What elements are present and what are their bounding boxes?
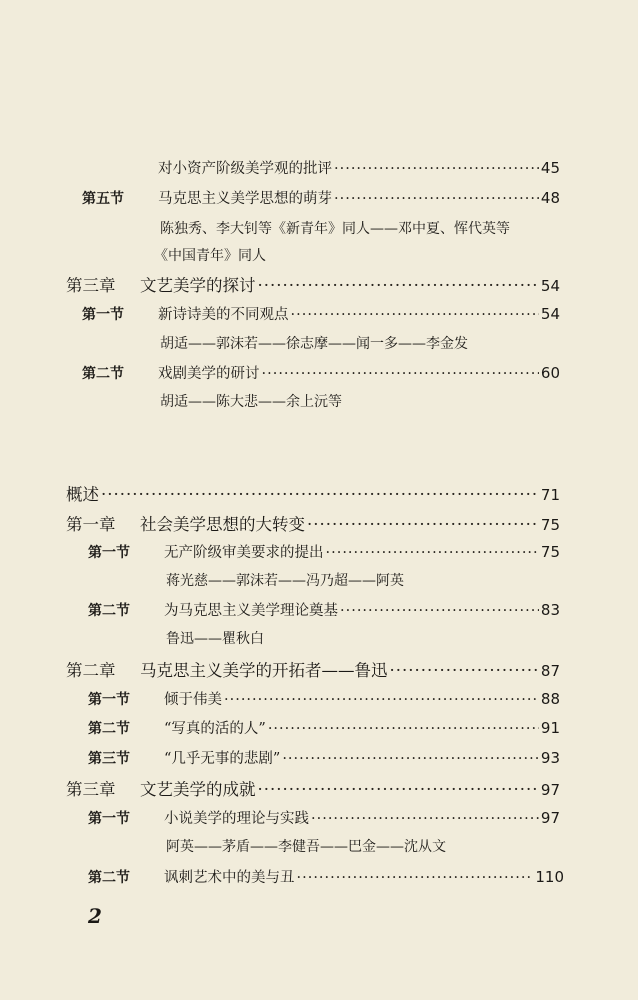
chapter-label: 第一章 (66, 515, 116, 534)
dot-leader (262, 366, 539, 382)
toc-entry (66, 657, 560, 681)
entry-title: 戏剧美学的研讨 (158, 366, 260, 382)
section-label: 第三节 (88, 751, 130, 767)
toc-entry (66, 481, 560, 505)
section-label: 第五节 (82, 191, 124, 207)
toc-entry (66, 776, 560, 800)
entry-subtitle: 鲁迅——瞿秋白 (166, 631, 264, 647)
dot-leader (307, 515, 539, 534)
page-number: 110 (535, 868, 564, 886)
page-number: 97 (540, 781, 560, 799)
entry-title: “写真的活的人” (164, 721, 266, 737)
entry-subtitle: 胡适——陈大悲——余上沅等 (160, 394, 342, 410)
entry-subtitle: 陈独秀、李大钊等《新青年》同人——邓中夏、恽代英等 (160, 221, 510, 237)
entry-title: 讽刺艺术中的美与丑 (164, 870, 295, 886)
toc-entry (66, 511, 560, 535)
dot-leader (268, 721, 539, 737)
page-number: 48 (540, 189, 560, 207)
page-number: 54 (540, 277, 560, 295)
entry-subtitle: 蒋光慈——郭沫若——冯乃超——阿英 (166, 573, 404, 589)
entry-subtitle: 阿英——茅盾——李健吾——巴金——沈从文 (166, 839, 446, 855)
dot-leader (340, 603, 539, 619)
toc-entry (88, 866, 564, 887)
dot-leader (291, 307, 539, 323)
dot-leader (390, 661, 539, 680)
section-label: 第一节 (88, 692, 130, 708)
page-number: 54 (540, 305, 560, 323)
page-number: 60 (540, 364, 560, 382)
section-label: 第二节 (82, 366, 124, 382)
dot-leader (297, 870, 534, 886)
entry-subtitle: 胡适——郭沫若——徐志摩——闻一多——李金发 (160, 336, 468, 352)
entry-title: 倾于伟美 (164, 692, 222, 708)
entry-title: 小说美学的理论与实践 (164, 811, 309, 827)
chapter-label: 第三章 (66, 780, 116, 799)
dot-leader (101, 485, 539, 504)
chapter-label: 第三章 (66, 276, 116, 295)
toc-entry (88, 717, 560, 738)
toc-entry (88, 599, 560, 620)
entry-title: 文艺美学的探讨 (140, 276, 256, 295)
entry-title: “几乎无事的悲剧” (164, 751, 281, 767)
dot-leader (258, 276, 539, 295)
entry-title: 马克思主义美学思想的萌芽 (158, 191, 332, 207)
page-number: 75 (540, 516, 560, 534)
toc-entry (82, 187, 560, 208)
toc-entry (88, 807, 560, 828)
toc-entry (82, 303, 560, 324)
toc-entry (88, 541, 560, 562)
chapter-label: 第二章 (66, 661, 116, 680)
toc-entry (88, 747, 560, 768)
dot-leader (258, 780, 539, 799)
dot-leader (282, 751, 539, 767)
page-number: 75 (540, 543, 560, 561)
entry-subtitle: 《中国青年》同人 (154, 248, 266, 264)
page-number: 87 (540, 662, 560, 680)
dot-leader (311, 811, 539, 827)
toc-entry (88, 688, 560, 709)
dot-leader (224, 692, 539, 708)
entry-title: 新诗诗美的不同观点 (158, 307, 289, 323)
dot-leader (326, 545, 539, 561)
entry-title: 文艺美学的成就 (140, 780, 256, 799)
dot-leader (334, 191, 539, 207)
section-label: 第二节 (88, 870, 130, 886)
section-label: 第一节 (88, 545, 130, 561)
page-folio: 2 (88, 904, 102, 928)
entry-title: 为马克思主义美学理论奠基 (164, 603, 338, 619)
page-number: 83 (540, 601, 560, 619)
section-label: 第一节 (88, 811, 130, 827)
section-label: 第一节 (82, 307, 124, 323)
entry-title: 对小资产阶级美学观的批评 (158, 161, 332, 177)
page-number: 71 (540, 486, 560, 504)
page-number: 93 (540, 749, 560, 767)
toc-entry (82, 362, 560, 383)
page-number: 45 (540, 159, 560, 177)
entry-title: 概述 (66, 485, 99, 504)
toc-entry (66, 272, 560, 296)
page-number: 91 (540, 719, 560, 737)
section-label: 第二节 (88, 721, 130, 737)
entry-title: 马克思主义美学的开拓者——鲁迅 (140, 661, 388, 680)
entry-title: 社会美学思想的大转变 (140, 515, 305, 534)
dot-leader (334, 161, 539, 177)
page-number: 88 (540, 690, 560, 708)
section-label: 第二节 (88, 603, 130, 619)
toc-entry (158, 157, 560, 178)
entry-title: 无产阶级审美要求的提出 (164, 545, 324, 561)
page-number: 97 (540, 809, 560, 827)
